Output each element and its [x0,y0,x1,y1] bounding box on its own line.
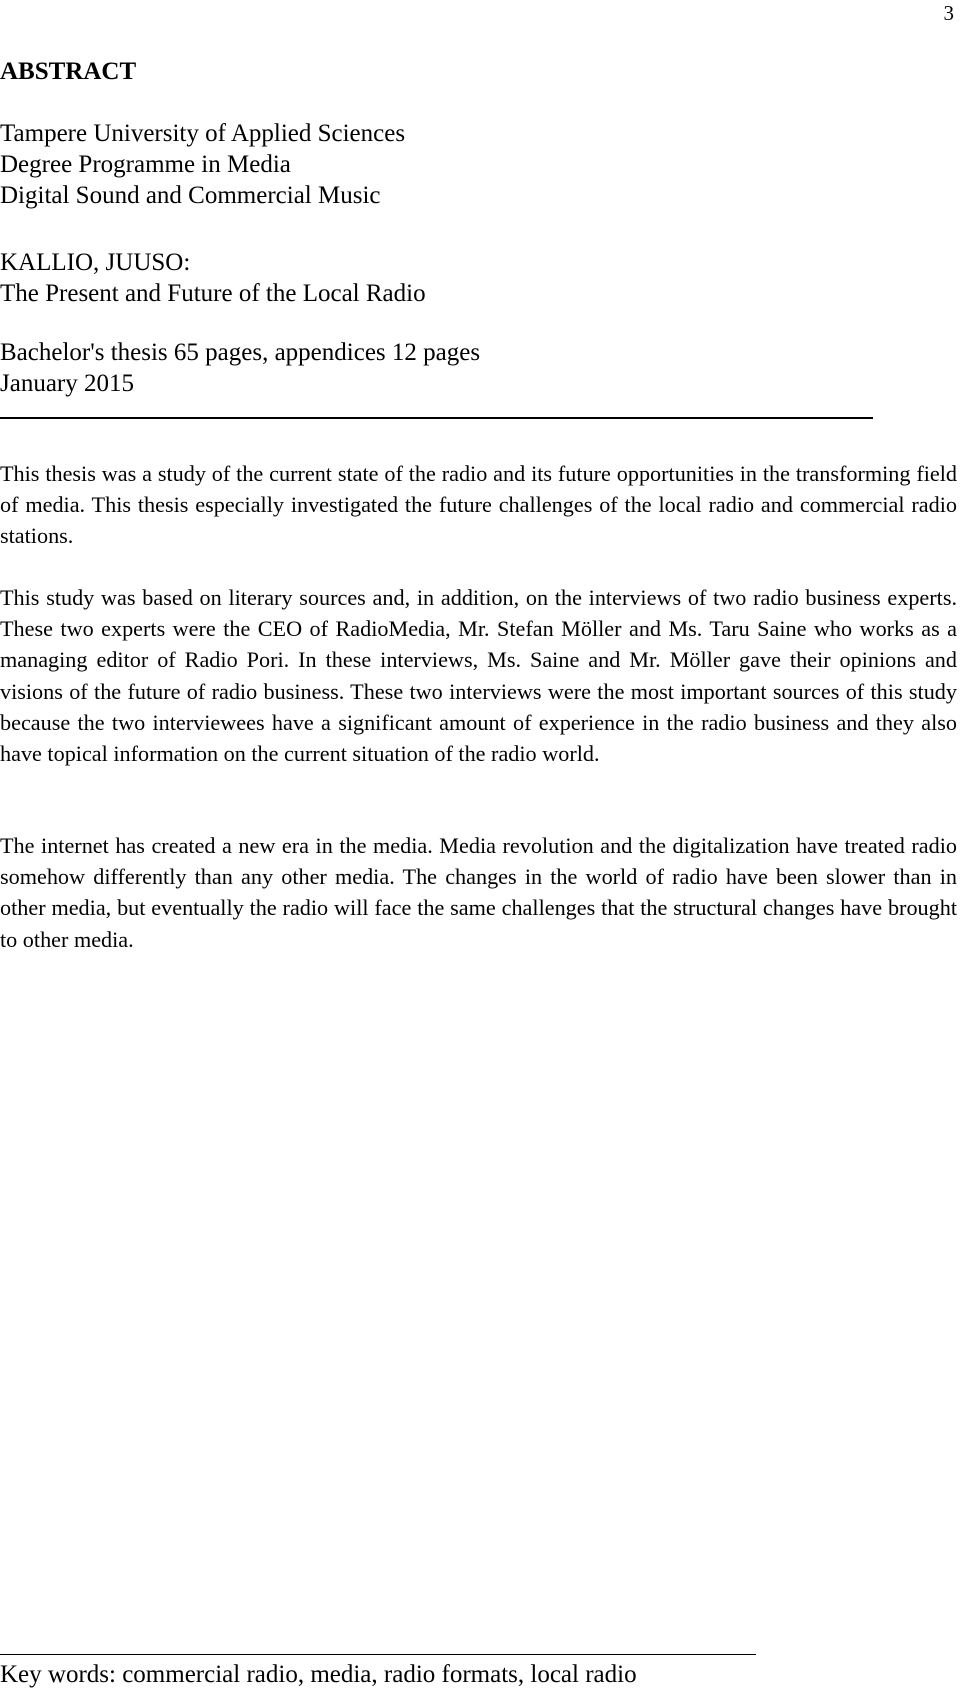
keywords-divider [0,1654,756,1655]
abstract-paragraph: The internet has created a new era in the media. Media revolution and the digitalization have treated radio somehow differently than any other media. The changes in the world of radio have been slower than in other media, but eventually the radio will face the same challenges that the structural changes have brought to other media. [0,833,957,952]
abstract-paragraph: This thesis was a study of the current state of the radio and its future opportunities in the transforming field of media. This thesis especially investigated the future challenges of the local radio and commercial radio stations. [0,461,957,549]
thesis-date: January 2015 [0,370,134,397]
author-title-block [0,247,426,309]
thesis-title: The Present and Future of the Local Radio [0,280,426,307]
institution-block [0,118,405,211]
specialization: Digital Sound and Commercial Music [0,182,381,209]
header-divider [0,417,873,419]
thesis-extent: Bachelor's thesis 65 pages, appendices 12 pages [0,339,481,366]
keywords: Key words: commercial radio, media, radio formats, local radio [0,1661,637,1688]
university-name: Tampere University of Applied Sciences [0,120,406,147]
page-number: 3 [943,1,954,25]
degree-programme: Degree Programme in Media [0,151,291,178]
abstract-paragraph: This study was based on literary sources and, in addition, on the interviews of two radio business experts. These two experts were the CEO of RadioMedia, Mr. Stefan Möller and Ms. Taru Saine who works as a managing editor of Radio Pori. In these interviews, Ms. Saine and Mr. Möller gave their opinions and visions of the future of radio business. These two interviews were the most important sources of this study because the two interviewees have a significant amount of experience in the radio business and they also have topical information on the current situation of the radio world. [0,585,957,767]
author-name: KALLIO, JUUSO: [0,249,191,276]
abstract-heading: ABSTRACT [0,58,137,85]
thesis-details-block [0,337,480,399]
